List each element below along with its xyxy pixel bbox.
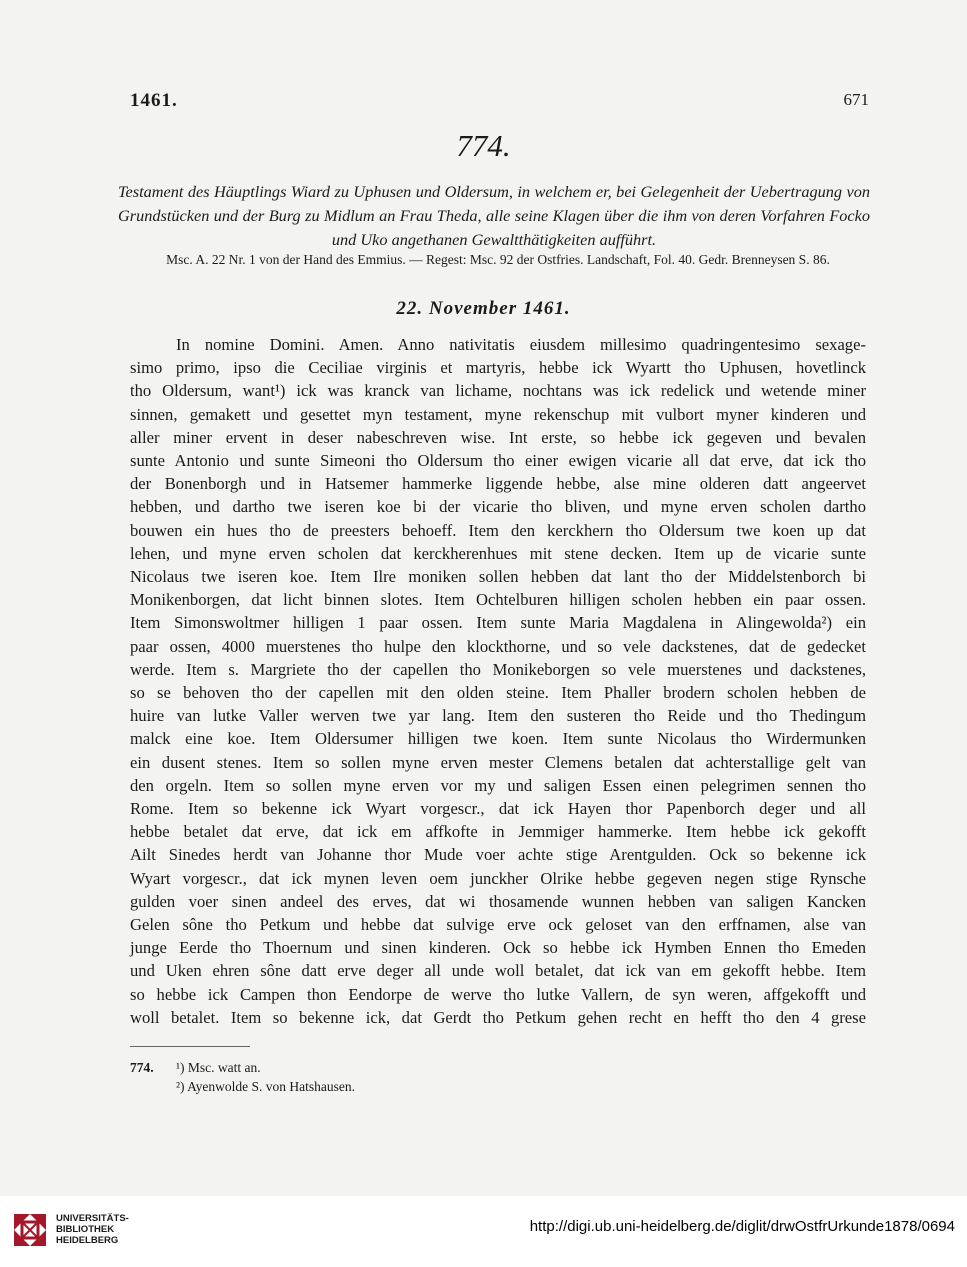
body-line: Wyart vorgescr., dat ick mynen leven oem junckher Olrike hebbe gegeven negen stige Rynsche [130, 868, 866, 888]
viewer-footer [0, 1196, 967, 1267]
body-line: ein dusent stenes. Item so sollen myne erven mester Clemens betalen dat achterstallige gelt van [130, 752, 866, 772]
body-line: hebben, und dartho twe iseren koe bi der vicarie tho bliven, und myne erven scholen dartho [130, 497, 866, 517]
body-line: malck eine koe. Item Oldersumer hilligen twe koen. Item sunte Nicolaus tho Wirdermunken [130, 729, 866, 749]
footnote-1 [130, 1058, 355, 1077]
body-line: In nomine Domini. Amen. Anno nativitatis eiusdem millesimo quadringentesimo sexage- [176, 335, 866, 354]
document-date: 22. November 1461. [396, 298, 571, 319]
body-line: aller miner ervent in deser nabeschreven wise. Int erste, so hebbe ick gegeven und bevalen [130, 427, 866, 447]
body-line: paar ossen, 4000 muerstenes tho hulpe den klockthorne, und so vele dackstenes, dat de gedecket [130, 636, 866, 656]
body-line: Rome. Item so bekenne ick Wyart vorgescr., dat ick Hayen thor Papenborch deger und all [130, 799, 866, 819]
body-line: hebbe betalet dat erve, dat ick em affkofte in Jemmiger hammerke. Item hebbe ick gekofft [130, 822, 866, 842]
footnotes [130, 1058, 355, 1096]
body-line: huire van lutke Valler werven twe yar lang. Item den susteren tho Reide und tho Thedingum [130, 706, 866, 726]
body-line: sunte Antonio und sunte Simeoni tho Oldersum tho einer ewigen vicarie all dat erve, dat ick tho [130, 451, 866, 471]
document-body [130, 333, 866, 1029]
body-line: Nicolaus twe iseren koe. Item Ilre moniken sollen hebben dat lant tho der Middelstenborch bi [130, 567, 866, 587]
body-line: werde. Item s. Margriete tho der capellen tho Monikeborgen so vele muerstenes und dackstenes, [130, 659, 866, 679]
document-title: Testament des Häuptlings Wiard zu Uphusen und Oldersum, in welchem er, bei Gelegenheit der Uebertragung von Grundstücken und der Burg zu Midlum an Frau Theda, alle seine Klagen über die ihm von deren Vorfahren Focko und Uko angethanen Gewaltthätigkeiten aufführt. [118, 182, 870, 249]
body-line: Monikenborgen, dat licht binnen slotes. Item Ochtelburen hilligen scholen hebben ein paar ossen. [130, 590, 866, 610]
body-line: gulden voer sinen andeel des erves, dat wi thosamende wunnen hebben van saligen Kancken [130, 891, 866, 911]
permalink-url[interactable]: http://digi.ub.uni-heidelberg.de/diglit/drwOstfrUrkunde1878/0694 [529, 1218, 955, 1235]
footnote-divider [130, 1046, 250, 1047]
body-line: den orgeln. Item so sollen myne erven vor my und saligen Essen einen pelegrimen sennen tho [130, 775, 866, 795]
body-line: bouwen ein hues tho de preesters behoeff. Item den kerckhern tho Oldersum twe koen up dat [130, 520, 866, 540]
body-line: Item Simonswoltmer hilligen 1 paar ossen. Item sunte Maria Magdalena in Alingewolda²) ein [130, 613, 866, 633]
body-line: lehen, und myne erven scholen dat kerckherenhues mit stene decken. Item up de vicarie sunte [130, 543, 866, 563]
page-number: 671 [843, 90, 869, 109]
body-line: Gelen sône tho Petkum und hebbe dat sulvige erve ock geloset van den erffnamen, alse van [130, 915, 866, 935]
body-line: tho Oldersum, want¹) ick was kranck van lichame, nochtans was ick redelick und wetende miner [130, 381, 866, 401]
footnote-text: ²) Ayenwolde S. von Hatshausen. [176, 1079, 356, 1094]
body-line: der Bonenborgh und in Hatsemer hammerke liggende hebbe, alse mine olderen datt angeervet [130, 474, 866, 494]
body-line: Ailt Sinedes herdt van Johanne thor Mude voer achte stige Arentgulden. Ock so bekenne ick [130, 845, 866, 865]
body-line: so se behoven tho der capellen mit den olden steine. Item Phaller brodern scholen hebben de [130, 683, 866, 703]
body-line: so hebbe ick Campen thon Eendorpe de werve tho lutke Vallern, de syn weren, affgekofft und [130, 984, 866, 1004]
body-line: junge Eerde tho Thoernum und sinen kinderen. Ock so hebbe ick Hymben Ennen tho Emeden [130, 938, 866, 958]
library-name-line: BIBLIOTHEK [56, 1224, 115, 1235]
footnote-2 [130, 1077, 355, 1096]
running-head-year: 1461. [130, 90, 178, 111]
university-library-logo-icon[interactable] [10, 1210, 50, 1250]
library-name-line: HEIDELBERG [56, 1235, 119, 1246]
library-name-line: UNIVERSITÄTS- [56, 1213, 129, 1224]
footnote-ref: 774. [130, 1060, 154, 1075]
body-line: woll betalet. Item so bekenne ick, dat Gerdt tho Petkum gehen recht en hefft tho den 4 grese [130, 1007, 866, 1027]
body-line: sinnen, gemakett und gesettet myn testament, myne rekenschup mit vulbort myner kinderen und [130, 404, 866, 424]
document-source: Msc. A. 22 Nr. 1 von der Hand des Emmius. — Regest: Msc. 92 der Ostfries. Landschaft, Fol. 40. Gedr. Brenneysen S. 86. [166, 252, 830, 267]
footnote-text: ¹) Msc. watt an. [176, 1060, 261, 1075]
body-line: und Uken ehren sône datt erve deger all unde woll betalet, dat ick van em gekofft hebbe. Item [130, 961, 866, 981]
document-number: 774. [456, 128, 511, 163]
library-name[interactable] [56, 1213, 129, 1246]
body-line: simo primo, ipso die Ceciliae virginis et martyris, hebbe ick Wyartt tho Uphusen, hovetlinck [130, 358, 866, 378]
